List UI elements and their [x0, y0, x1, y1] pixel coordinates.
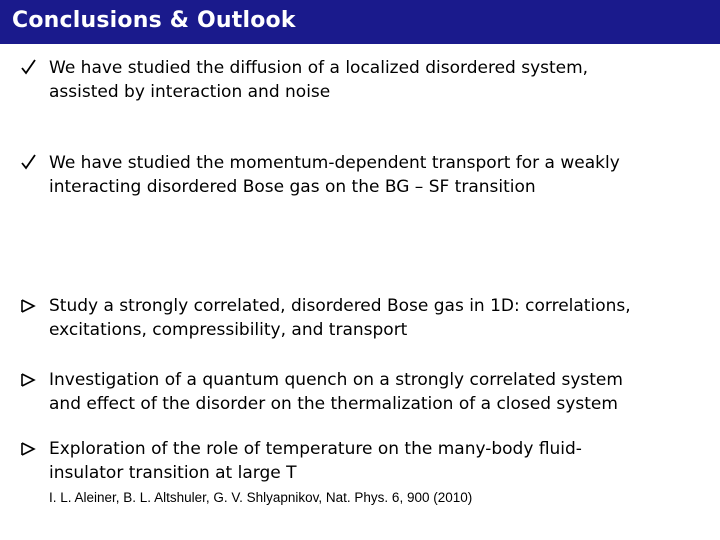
list-item	[20, 56, 710, 104]
item-line: insulator transition at large T	[49, 463, 297, 483]
checkmark-icon	[20, 56, 44, 78]
list-item	[20, 437, 710, 485]
item-line: assisted by interaction and noise	[49, 82, 331, 102]
item-line: We have studied the momentum-dependent transport for a weakly	[49, 153, 620, 173]
reference-citation: I. L. Aleiner, B. L. Altshuler, G. V. Shlyapnikov, Nat. Phys. 6, 900 (2010)	[49, 490, 473, 505]
checkmark-icon	[20, 151, 44, 173]
item-line: and effect of the disorder on the thermalization of a closed system	[49, 394, 618, 414]
title-bar	[0, 0, 720, 44]
list-item	[20, 368, 710, 416]
list-item	[20, 294, 710, 342]
item-line: Investigation of a quantum quench on a strongly correlated system	[49, 370, 623, 390]
item-line: Study a strongly correlated, disordered Bose gas in 1D: correlations,	[49, 296, 631, 316]
arrow-icon	[20, 437, 44, 459]
slide-title: Conclusions & Outlook	[12, 8, 296, 33]
arrow-icon	[20, 368, 44, 390]
item-line: interacting disordered Bose gas on the BG – SF transition	[49, 177, 536, 197]
arrow-icon	[20, 294, 44, 316]
item-line: Exploration of the role of temperature on the many-body fluid-	[49, 439, 582, 459]
item-line: We have studied the diffusion of a localized disordered system,	[49, 58, 589, 78]
list-item	[20, 151, 710, 199]
item-line: excitations, compressibility, and transport	[49, 320, 408, 340]
